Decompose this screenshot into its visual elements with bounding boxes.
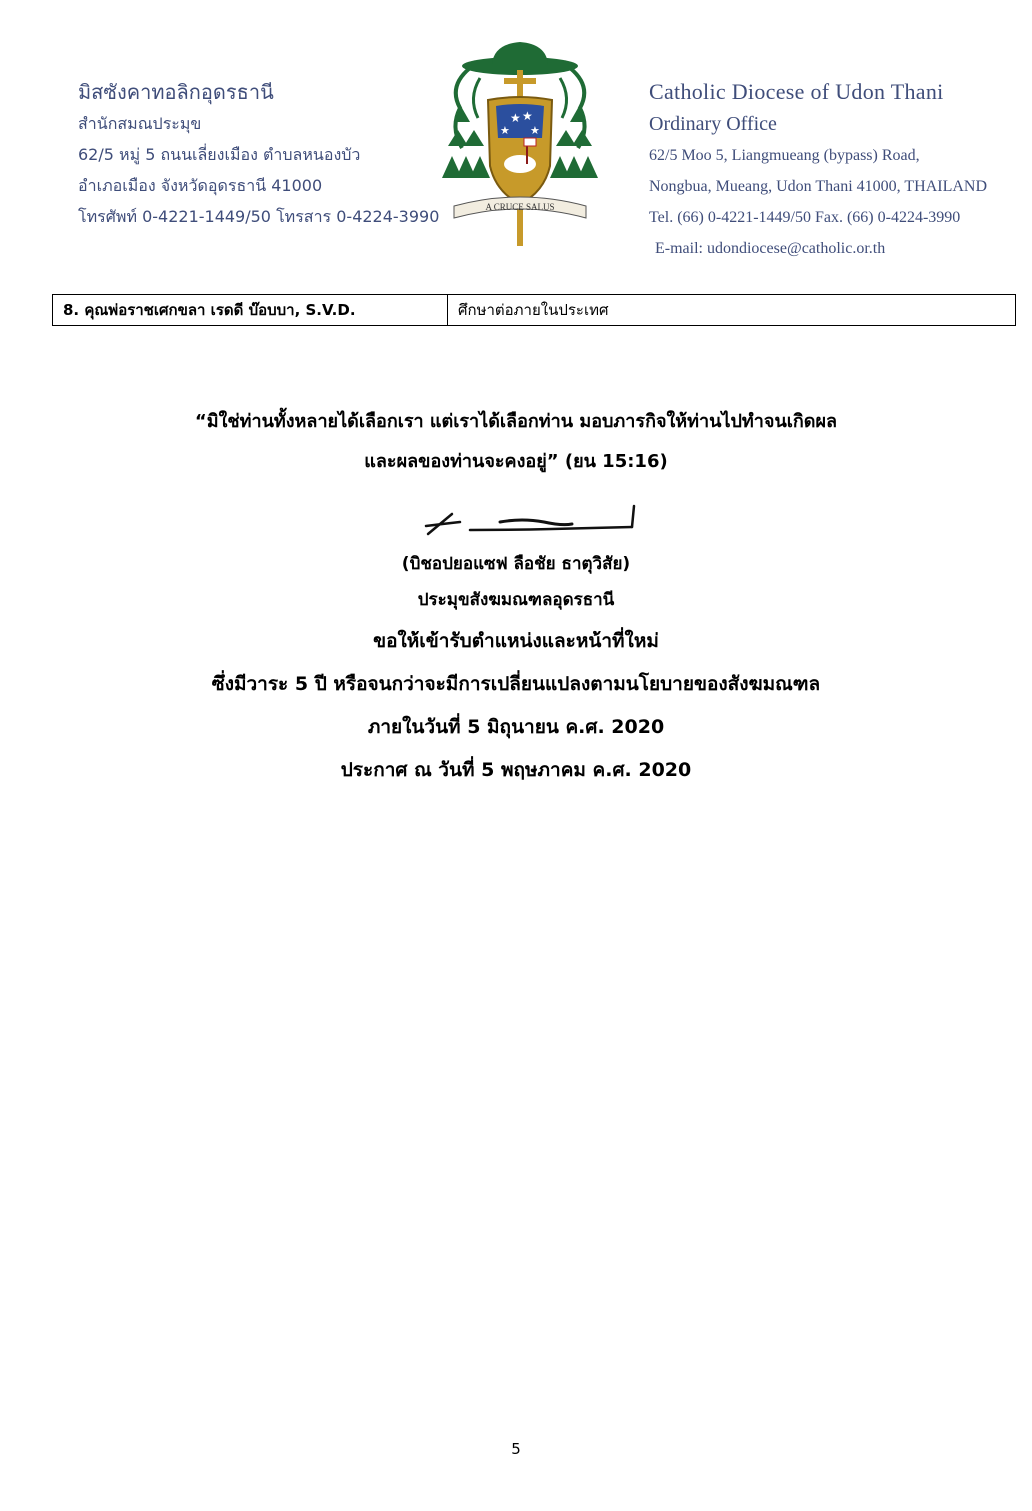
signatory-title: ประมุขสังฆมณฑลอุดรธานี (417, 590, 615, 610)
decree-line: ประกาศ ณ วันที่ 5 พฤษภาคม ค.ศ. 2020 (340, 759, 692, 781)
svg-text:★: ★ (530, 124, 540, 137)
letterhead-english-line: Ordinary Office (649, 113, 777, 135)
decree-block (0, 620, 1032, 792)
letterhead-thai-line: 62/5 หมู่ 5 ถนนเลี่ยงเมือง ตำบลหนองบัว (78, 145, 361, 164)
decree-line: ภายในวันที่ 5 มิถุนายน ค.ศ. 2020 (367, 716, 665, 738)
svg-text:★: ★ (500, 124, 510, 137)
svg-text:★: ★ (522, 109, 533, 123)
letterhead-english (649, 76, 987, 264)
quote-line: “มิใช่ท่านทั้งหลายได้เลือกเรา แต่เราได้เลือกท่าน มอบภารกิจให้ท่านไปทำจนเกิดผล (194, 411, 838, 432)
table-row (53, 295, 1016, 326)
svg-text:★: ★ (510, 111, 521, 125)
signatory-block (0, 546, 1032, 618)
seal-motto: A CRUCE SALUS (485, 202, 555, 212)
table-cell-name: 8. คุณพ่อราชเศกขลา เรดดี บ๊อบบา, S.V.D. (53, 295, 448, 326)
letterhead-english-line: Tel. (66) 0-4221-1449/50 Fax. (66) 0-4224-3990 (649, 209, 961, 226)
handwritten-signature (422, 500, 642, 544)
letterhead-thai-line: โทรศัพท์ 0-4221-1449/50 โทรสาร 0-4224-3990 (78, 207, 440, 226)
letterhead-thai-line: มิสซังคาทอลิกอุดรธานี (78, 80, 274, 104)
letterhead-thai (78, 76, 439, 232)
assignment-table (52, 294, 1016, 326)
decree-line: ขอให้เข้ารับตำแหน่งและหน้าที่ใหม่ (373, 630, 659, 652)
signatory-name: (บิชอปยอแซฟ ลือชัย ธาตุวิสัย) (401, 554, 631, 574)
table-cell-assignment: ศึกษาต่อภายในประเทศ (448, 295, 1016, 326)
letterhead-thai-line: สำนักสมณประมุข (78, 114, 202, 133)
letterhead-english-line: 62/5 Moo 5, Liangmueang (bypass) Road, (649, 147, 920, 164)
letterhead-email: E-mail: udondiocese@catholic.or.th (655, 240, 886, 257)
quote-line: และผลของท่านจะคงอยู่” (ยน 15:16) (364, 451, 668, 472)
decree-line: ซึ่งมีวาระ 5 ปี หรือจนกว่าจะมีการเปลี่ยนแปลงตามนโยบายของสังฆมณฑล (211, 673, 821, 695)
scripture-quote (0, 402, 1032, 482)
page-number: 5 (511, 1440, 521, 1458)
letterhead-thai-line: อำเภอเมือง จังหวัดอุดรธานี 41000 (78, 176, 323, 195)
letterhead-english-line: Catholic Diocese of Udon Thani (649, 79, 944, 104)
diocese-seal-logo (440, 38, 600, 250)
letterhead-english-line: Nongbua, Mueang, Udon Thani 41000, THAILAND (649, 178, 988, 195)
